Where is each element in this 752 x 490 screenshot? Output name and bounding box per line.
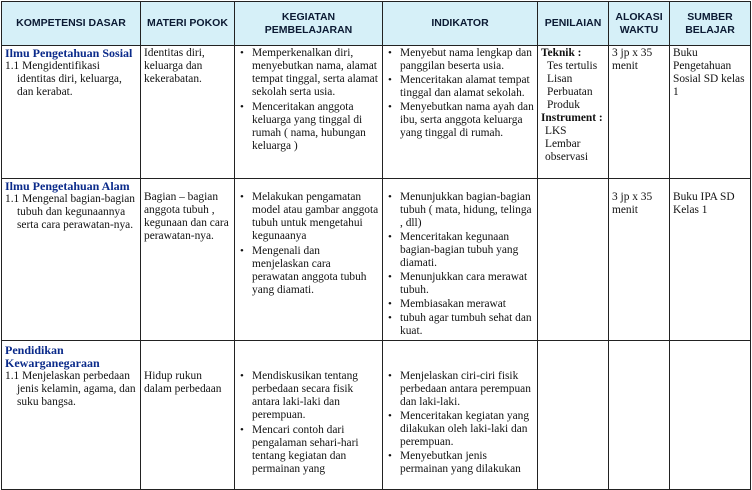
alokasi-cell	[609, 46, 670, 179]
list-item: • Menyebutkan nama ayah dan ibu, serta anggota keluarga yang tinggal di rumah.	[386, 101, 534, 140]
teknik-item: Lisan	[547, 73, 573, 85]
kompetensi-text: 1.1 Mengidentifikasi identitas diri, keluarga, dan kerabat.	[5, 60, 122, 98]
sumber-cell	[670, 179, 751, 341]
kompetensi-cell	[2, 341, 141, 490]
alokasi-text: 3 jp x 35 menit	[612, 47, 653, 72]
subject-title: Pendidikan Kewarganegaraan	[5, 343, 100, 370]
header-materi-pokok: MATERI POKOK	[141, 2, 235, 46]
instrumen-label: Instrument :	[541, 112, 603, 124]
list-item: • Mendiskusikan tentang perbedaan secara fisik antara laki-laki dan perempuan.	[238, 370, 379, 422]
list-item: • Membiasakan merawat	[386, 298, 534, 311]
list-item: • Menjelaskan ciri-ciri fisik perbedaan antara perempuan dan laki-laki.	[386, 370, 534, 409]
header-kompetensi-dasar: KOMPETENSI DASAR	[2, 2, 141, 46]
list-item: • Menceritakan kegunaan bagian-bagian tubuh yang diamati.	[386, 231, 534, 270]
header-kegiatan-pembelajaran: KEGIATAN PEMBELAJARAN	[235, 2, 383, 46]
instrumen-item: LKS	[545, 125, 567, 137]
list-item: • Menyebut nama lengkap dan panggilan beserta usia.	[386, 47, 534, 73]
subject-title: Ilmu Pengetahuan Alam	[5, 179, 130, 193]
list-item: • tubuh agar tumbuh sehat dan kuat.	[386, 312, 534, 338]
list-item: • Menunjukkan cara merawat tubuh.	[386, 271, 534, 297]
sumber-cell	[670, 46, 751, 179]
kompetensi-cell	[2, 46, 141, 179]
header-indikator: INDIKATOR	[383, 2, 538, 46]
table-row	[2, 341, 751, 490]
alokasi-text: 3 jp x 35 menit	[612, 191, 653, 216]
list-item: • Mencari contoh dari pengalaman sehari-hari tentang kegiatan dan permainan yang	[238, 424, 379, 476]
kompetensi-text: 1.1 Mengenal bagian-bagian tubuh dan kegunaannya serta cara perawatan-nya.	[5, 193, 135, 231]
indikator-cell	[383, 179, 538, 341]
list-item: • Mengenali dan menjelaskan cara perawatan anggota tubuh yang diamati.	[238, 245, 379, 297]
materi-text: Bagian – bagian anggota tubuh , kegunaan dan cara perawatan-nya.	[144, 191, 229, 242]
indikator-cell	[383, 341, 538, 490]
list-item: • Menceritakan alamat tempat tinggal dan alamat sekolah.	[386, 74, 534, 100]
alokasi-cell	[609, 341, 670, 490]
header-penilaian: PENILAIAN	[538, 2, 609, 46]
kompetensi-text: 1.1 Menjelaskan perbedaan jenis kelamin, agama, dan suku bangsa.	[5, 370, 136, 408]
header-row	[2, 2, 751, 46]
list-item: • Menceritakan anggota keluarga yang tinggal di rumah ( nama, hubungan keluarga )	[238, 101, 379, 153]
materi-text: Hidup rukun dalam perbedaan	[144, 370, 222, 395]
sumber-text: Buku IPA SD Kelas 1	[673, 191, 735, 216]
materi-cell	[141, 46, 235, 179]
penilaian-cell	[538, 179, 609, 341]
list-item: • Melakukan pengamatan model atau gambar anggota tubuh untuk mengetahui kegunaanya	[238, 191, 379, 243]
subject-title: Ilmu Pengetahuan Sosial	[5, 46, 133, 60]
materi-text: Identitas diri, keluarga dan kekerabatan.	[144, 47, 205, 85]
penilaian-cell	[538, 46, 609, 179]
header-sumber-belajar: SUMBER BELAJAR	[670, 2, 751, 46]
kompetensi-cell	[2, 179, 141, 341]
header-alokasi-waktu: ALOKASI WAKTU	[609, 2, 670, 46]
list-item: • Menceritakan kegiatan yang dilakukan oleh laki-laki dan perempuan.	[386, 410, 534, 449]
list-item: • Menunjukkan bagian-bagian tubuh ( mata, hidung, telinga , dll)	[386, 191, 534, 230]
table-row	[2, 46, 751, 179]
penilaian-cell	[538, 341, 609, 490]
teknik-label: Teknik :	[541, 47, 582, 59]
materi-cell	[141, 179, 235, 341]
list-item: • Menyebutkan jenis permainan yang dilakukan	[386, 450, 534, 476]
syllabus-table	[1, 1, 751, 490]
teknik-item: Perbuatan	[547, 86, 593, 98]
materi-cell	[141, 341, 235, 490]
indikator-cell	[383, 46, 538, 179]
kegiatan-cell	[235, 179, 383, 341]
kegiatan-cell	[235, 341, 383, 490]
kegiatan-cell	[235, 46, 383, 179]
instrumen-item: Lembar observasi	[545, 138, 589, 163]
table-row	[2, 179, 751, 341]
list-item: • Memperkenalkan diri, menyebutkan nama, alamat tempat tinggal, serta alamat sekolah serta usia.	[238, 47, 379, 99]
sumber-cell	[670, 341, 751, 490]
alokasi-cell	[609, 179, 670, 341]
teknik-item: Tes tertulis	[547, 60, 598, 72]
teknik-item: Produk	[547, 99, 580, 111]
sumber-text: Buku Pengetahuan Sosial SD kelas 1	[673, 47, 745, 98]
